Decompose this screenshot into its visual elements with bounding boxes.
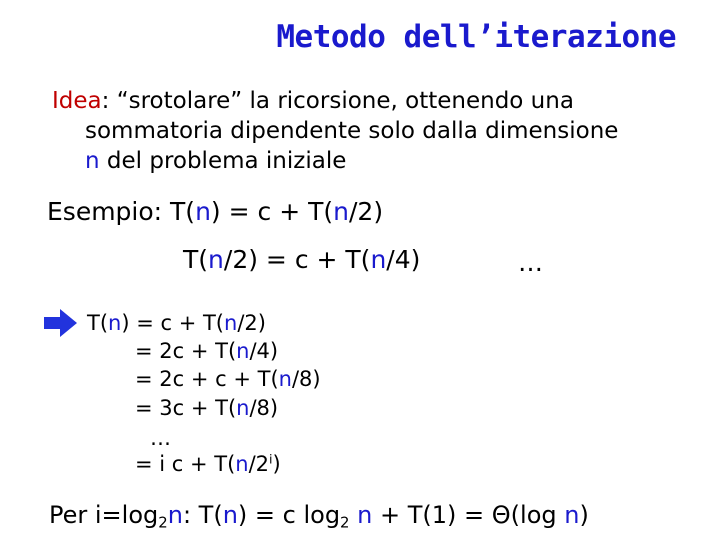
derivation-row-3 [135, 398, 278, 419]
variable-n: n [278, 367, 292, 391]
variable-n: n [564, 501, 580, 529]
text-part: /4) [249, 339, 279, 363]
right-arrow-icon [44, 308, 78, 338]
variable-n: n [208, 245, 224, 274]
text-part: /2) [349, 197, 384, 226]
text-part [350, 501, 358, 529]
text-part: = i c + T( [135, 452, 236, 476]
example-line-2 [183, 247, 420, 272]
idea-line-1 [52, 86, 618, 116]
text-part: /4) [386, 245, 421, 274]
text-part: T( [87, 311, 109, 335]
idea-paragraph [0, 86, 618, 176]
conclusion-line [49, 501, 589, 532]
derivation-ellipsis: … [150, 426, 171, 450]
variable-n: n [370, 245, 387, 274]
text-part: ) [579, 501, 589, 529]
text-part: ) = c log [237, 501, 341, 529]
idea-line-3 [85, 146, 618, 176]
variable-n: n [85, 148, 100, 174]
variable-n: n [236, 339, 250, 363]
idea-line-2: sommatoria dipendente solo dalla dimensione [85, 118, 619, 144]
log-base-subscript: 2 [340, 513, 350, 532]
idea-line-1-text: : “srotolare” la ricorsione, ottenendo una [101, 88, 574, 114]
example-line-1 [47, 199, 383, 224]
derivation-row-1 [135, 341, 278, 362]
text-part: = 3c + T( [135, 396, 237, 420]
log-base-subscript: 2 [158, 513, 168, 532]
exponent-i: i [269, 451, 273, 467]
text-part: /2) [237, 311, 266, 335]
text-part: /8) [291, 367, 321, 391]
text-part: Esempio: T( [47, 197, 196, 226]
slide-title: Metodo dell’iterazione [276, 19, 676, 55]
text-part: + T(1) = Θ(log [372, 501, 565, 529]
variable-n: n [108, 311, 122, 335]
variable-n: n [224, 311, 238, 335]
text-part: Per i=log [49, 501, 159, 529]
text-part: = 2c + T( [135, 339, 237, 363]
text-part: /8) [249, 396, 279, 420]
derivation-row-0 [87, 313, 266, 334]
example-ellipsis: … [518, 248, 543, 277]
variable-n: n [333, 197, 349, 226]
text-part: ) = c + T( [121, 311, 224, 335]
variable-n: n [167, 501, 183, 529]
variable-n: n [357, 501, 373, 529]
idea-label: Idea [52, 88, 102, 114]
variable-n: n [236, 396, 250, 420]
variable-n: n [195, 197, 211, 226]
derivation-row-5 [135, 451, 281, 476]
text-part: : T( [182, 501, 223, 529]
variable-n: n [222, 501, 238, 529]
text-part: ) [272, 452, 281, 476]
variable-n: n [235, 452, 249, 476]
text-part: /2 [248, 452, 270, 476]
idea-line-3-text: del problema iniziale [99, 148, 347, 174]
text-part: /2) = c + T( [223, 245, 371, 274]
text-part: = 2c + c + T( [135, 367, 279, 391]
derivation-row-2 [135, 369, 321, 390]
text-part: T( [183, 245, 209, 274]
text-part: ) = c + T( [210, 197, 334, 226]
